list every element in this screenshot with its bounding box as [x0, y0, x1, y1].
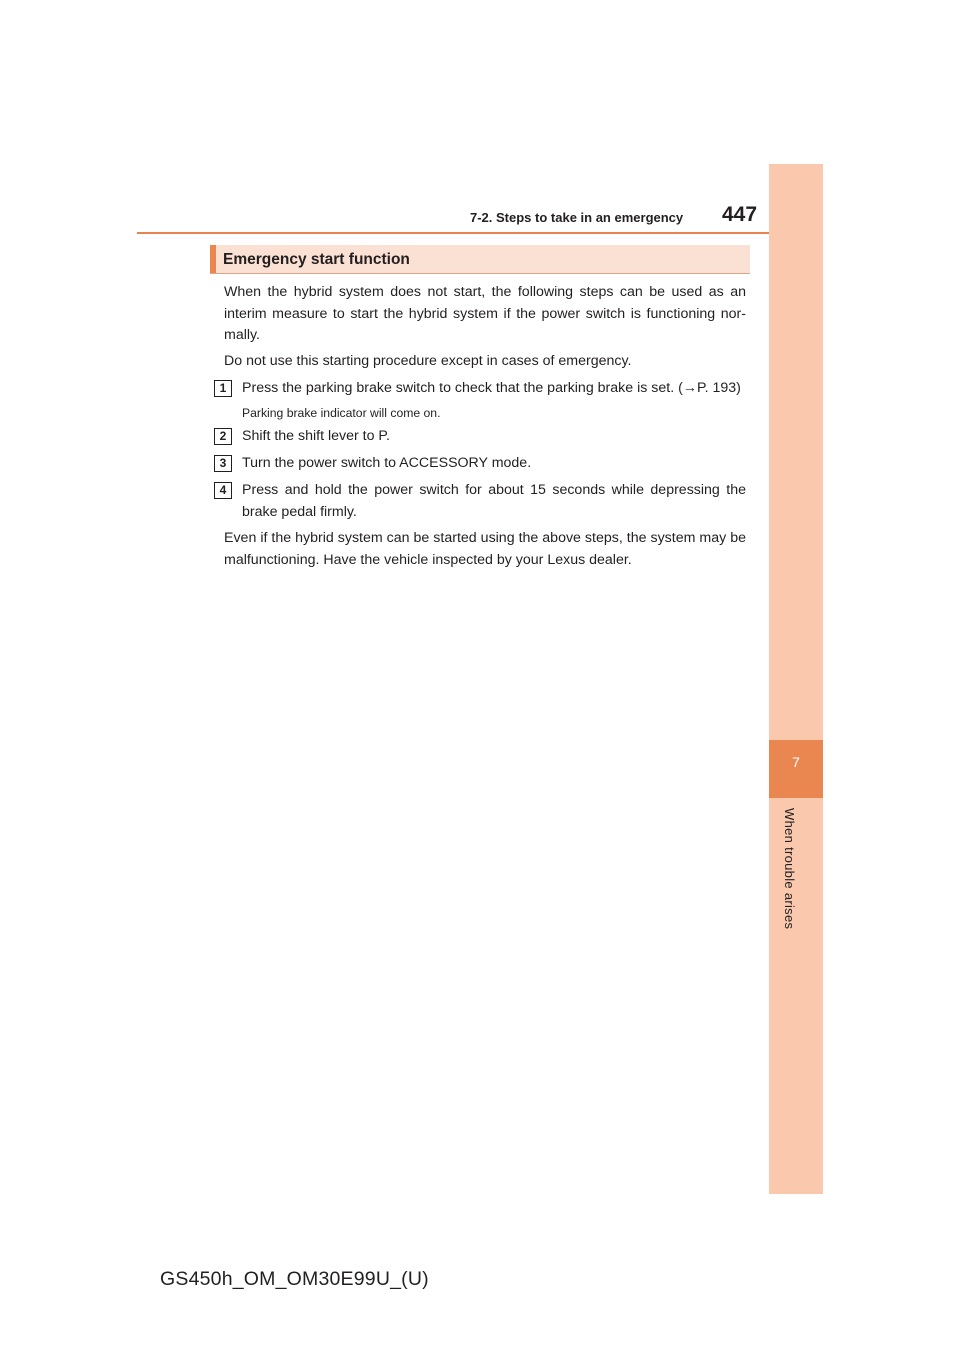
chapter-title: When trouble arises [782, 808, 797, 930]
chapter-number: 7 [792, 754, 800, 770]
header-rule [137, 232, 823, 234]
step-text: Press and hold the power switch for about 15 seconds while depressing the brake pedal firmly. [242, 482, 746, 520]
closing-paragraph: Even if the hybrid system can be started using the above steps, the system may be malfunctioning. Have the vehicle inspected by your Lexus dealer. [224, 530, 746, 568]
step-text: Press the parking brake switch to check that the parking brake is set. (→P. 193) [242, 380, 741, 396]
step-text: Turn the power switch to ACCESSORY mode. [242, 455, 532, 471]
step-number-badge: 1 [214, 380, 232, 397]
step-number-badge: 4 [214, 482, 232, 499]
running-header-section: 7-2. Steps to take in an emergency [470, 210, 684, 225]
chapter-side-strip [769, 164, 823, 1194]
section-title: Emergency start function [223, 251, 410, 268]
document-footer-code: GS450h_OM_OM30E99U_(U) [160, 1268, 429, 1290]
step-note: Parking brake indicator will come on. [242, 406, 441, 420]
section-heading-accent [210, 245, 216, 273]
page-number: 447 [722, 203, 758, 226]
step-number-badge: 2 [214, 428, 232, 445]
section-heading [210, 245, 750, 274]
intro-paragraph-warning: Do not use this starting procedure except in cases of emergency. [224, 353, 632, 369]
intro-paragraph: When the hybrid system does not start, the following steps can be used as an interim measure to start the hybrid system if the power switch is functioning nor-mally. [224, 284, 746, 343]
step-number-badge: 3 [214, 455, 232, 472]
step-text: Shift the shift lever to P. [242, 428, 390, 444]
